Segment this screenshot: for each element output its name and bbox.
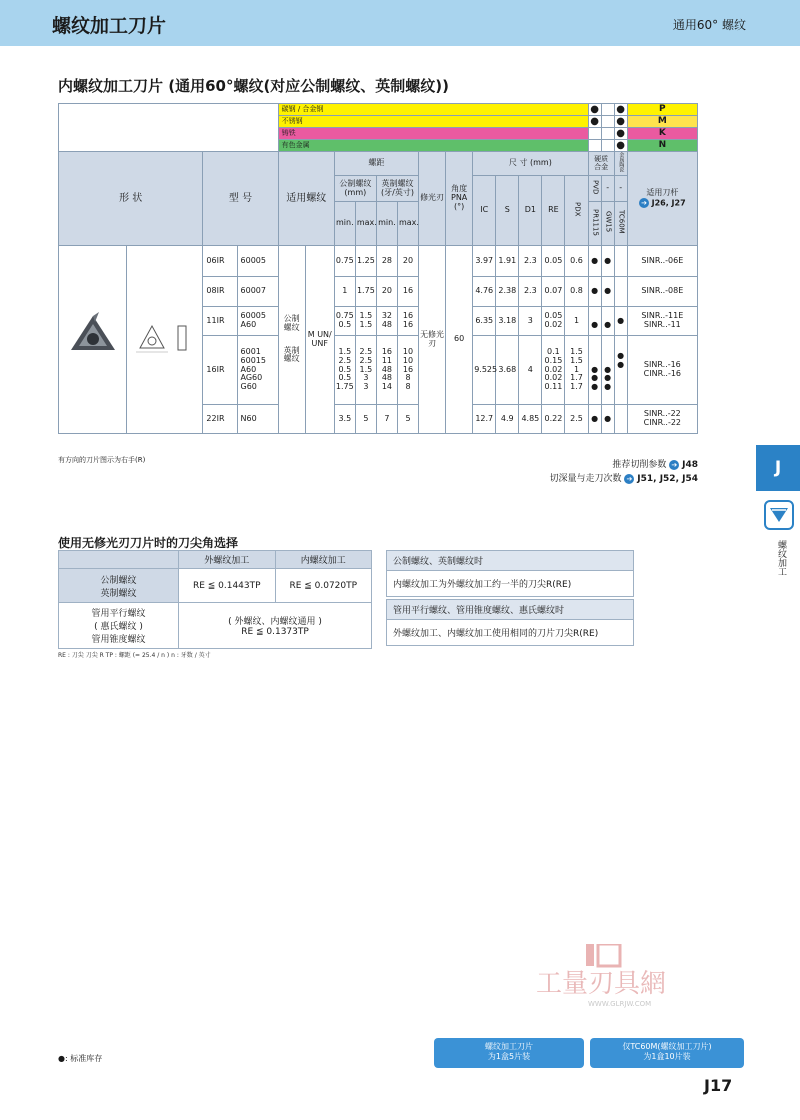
metric-imperial-box <box>386 550 634 597</box>
watermark-brand: 工量刃具網 <box>536 969 667 999</box>
material-code: K <box>627 128 697 140</box>
pitch-imax: 10 10 16 8 8 <box>397 336 418 405</box>
dim-s: 2.38 <box>496 277 519 307</box>
tip-row1-ext: RE ≦ 0.1443TP <box>179 569 276 603</box>
material-dot: ● <box>614 116 627 128</box>
holder-cell: SINR..-08E <box>627 277 697 307</box>
stock-dot: ● ● <box>614 336 627 405</box>
dim-ic: 9.525 <box>473 336 496 405</box>
box2-body: 外螺纹加工、内螺纹加工使用相同的刀片刀尖R(RE) <box>393 629 599 639</box>
code-cell: 6001 60015 A60 AG60 G60 <box>237 336 278 405</box>
material-dot <box>588 128 601 140</box>
cutting-params-ref[interactable]: J48 <box>682 460 698 470</box>
stock-dot <box>614 246 627 277</box>
tip-row1-label: 公制螺纹 英制螺纹 <box>59 569 179 603</box>
size-cell: 06IR <box>203 246 237 277</box>
pitch-mmax: 5 <box>355 405 376 434</box>
pitch-imax: 20 <box>397 246 418 277</box>
insert-photo <box>59 246 127 434</box>
wiper-cell: 无修光 刃 <box>419 246 446 434</box>
ic-header: IC <box>473 176 496 246</box>
pvd-header: PVD <box>591 179 600 195</box>
tip-row2-val: ( 外螺纹、内螺纹通用 ) RE ≦ 0.1373TP <box>179 603 372 649</box>
abbreviation-note: RE : 刀尖 刀尖 R TP : 螺距 (= 25.4 / n ) n : 牙数 / 英寸 <box>58 652 211 659</box>
pitch-mmin: 1.5 2.5 0.5 0.5 1.75 <box>334 336 355 405</box>
dash-header-1: - <box>601 176 614 202</box>
dash-header-2: - <box>614 176 627 202</box>
code-cell: 60007 <box>237 277 278 307</box>
pitch-mmax: 2.5 2.5 1.5 3 3 <box>355 336 376 405</box>
stock-dot: ● <box>601 277 614 307</box>
grade-tc60m: TC60M <box>617 210 626 234</box>
re-header: RE <box>542 176 565 246</box>
wiper-header: 修光刃 <box>419 152 446 246</box>
thread-type-c: M UN/ UNF <box>305 246 334 434</box>
stock-dot: ● <box>601 307 614 336</box>
material-code: N <box>627 140 697 152</box>
arrow-right-icon: ➔ <box>639 198 649 208</box>
stock-dot <box>614 277 627 307</box>
material-code: P <box>627 104 697 116</box>
dim-s: 4.9 <box>496 405 519 434</box>
material-code: M <box>627 116 697 128</box>
size-cell: 16IR <box>203 336 237 405</box>
pitch-mmin: 3.5 <box>334 405 355 434</box>
metric-header: 公制螺纹 (mm) <box>334 176 376 202</box>
dims-header: 尺 寸 (mm) <box>473 152 588 176</box>
cutting-params-note <box>612 457 698 470</box>
dim-d1: 4 <box>519 336 542 405</box>
dim-s: 1.91 <box>496 246 519 277</box>
stock-legend: ●: 标准库存 <box>58 1054 103 1063</box>
pdx-header: PDX <box>573 201 582 217</box>
dim-pdx: 1.5 1.5 1 1.7 1.7 <box>565 336 588 405</box>
dim-re: 0.07 <box>542 277 565 307</box>
stock-dot: ● <box>588 277 601 307</box>
stock-dot: ● ● ● <box>601 336 614 405</box>
pitch-imin: 7 <box>376 405 397 434</box>
code-cell: N60 <box>237 405 278 434</box>
header-title: 螺纹加工刀片 <box>52 15 167 37</box>
thread-type-a: 公制 螺纹 英制 螺纹 <box>278 246 305 434</box>
code-cell: 60005 A60 <box>237 307 278 336</box>
stock-dot <box>614 405 627 434</box>
tip-row2-label: 管用平行螺纹 ( 惠氏螺纹 ) 管用锥度螺纹 <box>59 603 179 649</box>
insert-drawing <box>127 246 203 434</box>
stock-dot: ● <box>614 307 627 336</box>
grade-gw15: GW15 <box>604 211 613 233</box>
chapter-tab-j[interactable]: J <box>756 445 800 491</box>
pitch-mmax: 1.5 1.5 <box>355 307 376 336</box>
threading-icon <box>764 500 794 530</box>
dim-d1: 4.85 <box>519 405 542 434</box>
watermark-url: WWW.GLRJW.COM <box>588 1000 652 1008</box>
dim-pdx: 0.6 <box>565 246 588 277</box>
dim-s: 3.68 <box>496 336 519 405</box>
stock-dot: ● ● ● <box>588 336 601 405</box>
holder-ref: J26, J27 <box>651 198 686 208</box>
box1-body: 内螺纹加工为外螺纹加工约一半的刀尖R(RE) <box>393 580 572 590</box>
holder-cell: SINR..-11E SINR..-11 <box>627 307 697 336</box>
depth-passes-label: 切深量与走刀次数 <box>549 474 622 484</box>
tip-row1-int: RE ≦ 0.0720TP <box>275 569 372 603</box>
material-label: 不锈钢 <box>278 116 588 128</box>
material-dot: ● <box>614 104 627 116</box>
cutting-params-label: 推荐切削参数 <box>612 460 667 470</box>
stock-dot: ● <box>588 405 601 434</box>
size-cell: 22IR <box>203 405 237 434</box>
material-dot: ● <box>588 104 601 116</box>
stock-dot: ● <box>588 307 601 336</box>
insert-table <box>58 103 698 434</box>
direction-note: 有方向的刀片图示为右手(R) <box>58 456 146 464</box>
dim-d1: 2.3 <box>519 246 542 277</box>
holder-cell: SINR..-22 CINR..-22 <box>627 405 697 434</box>
material-label: 碳钢 / 合金钢 <box>278 104 588 116</box>
side-label: 螺纹加工 <box>776 540 786 576</box>
dim-ic: 4.76 <box>473 277 496 307</box>
shape-header: 形 状 <box>59 152 203 246</box>
page-number: J17 <box>704 1076 733 1095</box>
section-title: 内螺纹加工刀片 (通用60°螺纹(对应公制螺纹、英制螺纹)) <box>58 77 450 95</box>
code-cell: 60005 <box>237 246 278 277</box>
material-dot <box>601 116 614 128</box>
stock-dot: ● <box>601 246 614 277</box>
dim-d1: 3 <box>519 307 542 336</box>
watermark-logo <box>536 944 736 1014</box>
dim-re: 0.22 <box>542 405 565 434</box>
tip-corner <box>59 551 179 569</box>
box1-head: 公制螺纹、英制螺纹时 <box>387 551 633 571</box>
tip-section-title: 使用无修光刃刀片时的刀尖角选择 <box>58 536 239 550</box>
material-dot: ● <box>588 116 601 128</box>
angle-cell: 60 <box>446 246 473 434</box>
pitch-mmin: 0.75 <box>334 246 355 277</box>
holder-cell: SINR..-06E <box>627 246 697 277</box>
dim-ic: 3.97 <box>473 246 496 277</box>
angle-header: 角度 PNA (°) <box>446 152 473 246</box>
pitch-imax: 5 <box>397 405 418 434</box>
imperial-header: 英制螺纹 (牙/英寸) <box>376 176 418 202</box>
material-dot: ● <box>614 128 627 140</box>
imperial-min: min. <box>376 202 397 246</box>
dim-ic: 6.35 <box>473 307 496 336</box>
depth-passes-ref[interactable]: J51, J52, J54 <box>637 474 698 484</box>
model-header: 型 号 <box>203 152 278 246</box>
cermet-header: 金属陶瓷 <box>618 152 625 173</box>
dim-re: 0.05 <box>542 246 565 277</box>
header-subtitle: 通用60° 螺纹 <box>672 18 746 32</box>
pitch-mmax: 1.75 <box>355 277 376 307</box>
grade-pr1115: PR1115 <box>591 208 600 236</box>
tip-col-ext: 外螺纹加工 <box>179 551 276 569</box>
dim-pdx: 0.8 <box>565 277 588 307</box>
material-dot: ● <box>614 140 627 152</box>
tip-col-int: 内螺纹加工 <box>275 551 372 569</box>
metric-max: max. <box>355 202 376 246</box>
pipe-thread-box <box>386 599 634 646</box>
metric-min: min. <box>334 202 355 246</box>
pitch-header: 螺距 <box>334 152 418 176</box>
material-dot <box>601 128 614 140</box>
arrow-right-icon: ➔ <box>669 460 679 470</box>
stock-dot: ● <box>601 405 614 434</box>
material-label: 有色金属 <box>278 140 588 152</box>
pitch-mmax: 1.25 <box>355 246 376 277</box>
carbide-header: 硬质 合金 <box>588 152 614 176</box>
material-row <box>59 104 698 116</box>
holder-header <box>627 152 697 246</box>
s-header: S <box>496 176 519 246</box>
material-label: 铸铁 <box>278 128 588 140</box>
pitch-imin: 32 48 <box>376 307 397 336</box>
dim-d1: 2.3 <box>519 277 542 307</box>
tip-table <box>58 550 372 649</box>
box2-head: 管用平行螺纹、管用锥度螺纹、惠氏螺纹时 <box>387 600 633 620</box>
material-dot <box>601 104 614 116</box>
size-cell: 11IR <box>203 307 237 336</box>
depth-passes-note <box>550 471 699 484</box>
pitch-imin: 16 11 48 48 14 <box>376 336 397 405</box>
pitch-mmin: 0.75 0.5 <box>334 307 355 336</box>
arrow-right-icon: ➔ <box>624 474 634 484</box>
stock-dot: ● <box>588 246 601 277</box>
pitch-imin: 20 <box>376 277 397 307</box>
pitch-imax: 16 <box>397 277 418 307</box>
pack-5-button[interactable]: 螺纹加工刀片 为1盒5片装 <box>434 1038 584 1068</box>
pitch-imin: 28 <box>376 246 397 277</box>
dim-pdx: 1 <box>565 307 588 336</box>
dim-s: 3.18 <box>496 307 519 336</box>
holder-cell: SINR..-16 CINR..-16 <box>627 336 697 405</box>
header-bar <box>0 0 800 46</box>
size-cell: 08IR <box>203 277 237 307</box>
holder-header-label: 适用刀杆 <box>646 187 679 197</box>
dim-re: 0.05 0.02 <box>542 307 565 336</box>
dim-pdx: 2.5 <box>565 405 588 434</box>
pack-10-button[interactable]: 仅TC60M(螺纹加工刀片) 为1盒10片装 <box>590 1038 744 1068</box>
thread-header: 适用螺纹 <box>278 152 334 246</box>
imperial-max: max. <box>397 202 418 246</box>
material-dot <box>588 140 601 152</box>
pitch-mmin: 1 <box>334 277 355 307</box>
dim-ic: 12.7 <box>473 405 496 434</box>
pitch-imax: 16 16 <box>397 307 418 336</box>
table-row <box>59 246 698 277</box>
dim-re: 0.1 0.15 0.02 0.02 0.11 <box>542 336 565 405</box>
d1-header: D1 <box>519 176 542 246</box>
material-dot <box>601 140 614 152</box>
